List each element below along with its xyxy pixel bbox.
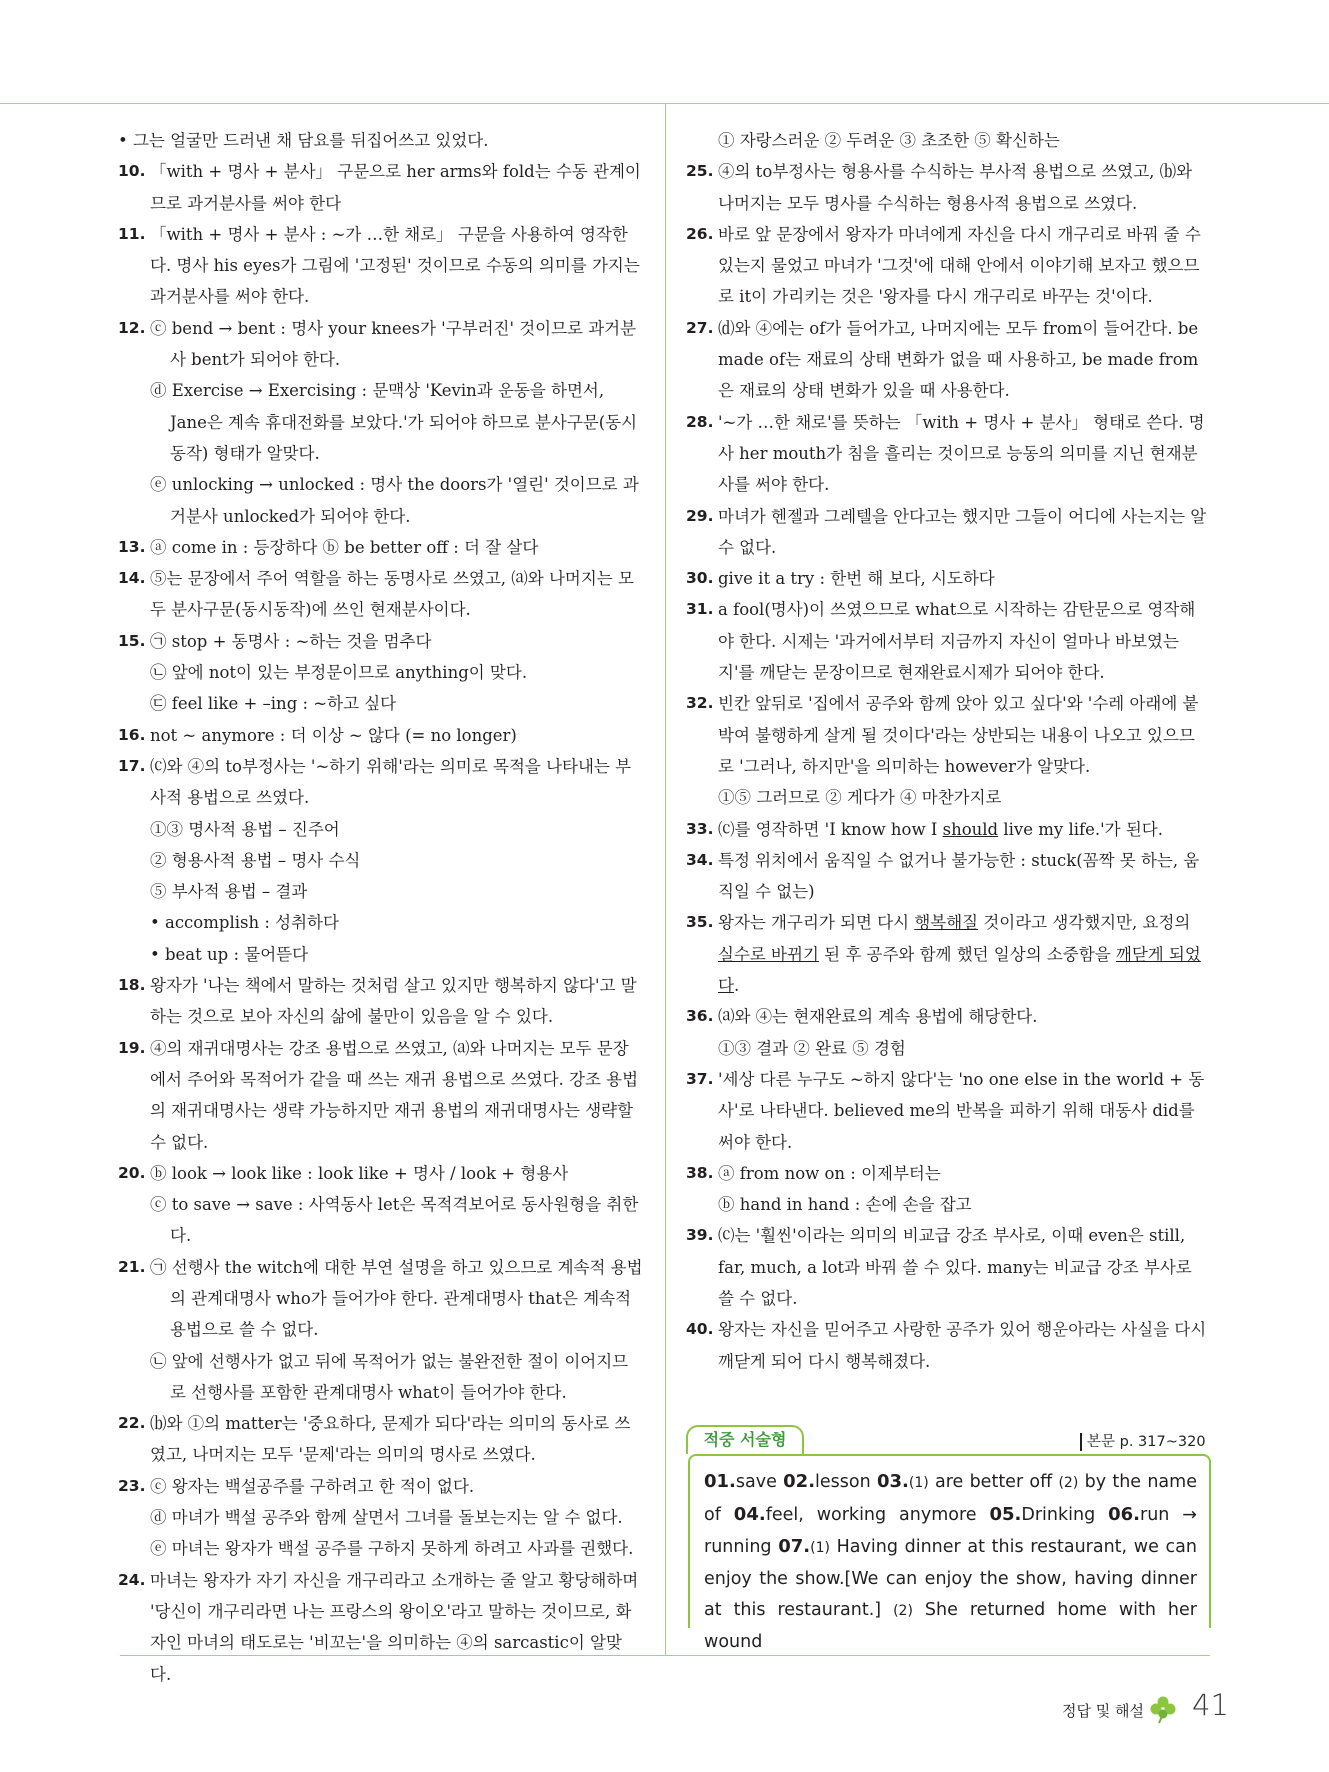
answer-item-21: 21. ㉠ 선행사 the witch에 대한 부연 설명을 하고 있으므로 계속적 용법의 관계대명사 who가 들어가야 한다. 관계대명사 that은 계속적 용법으로 쓸 수 없다. ㉡ 앞에 선행사가 없고 뒤에 목적어가 없는 불완전한 절이 이어지므로 선행사를 포함한 관계대명사 what이 들어가야 한다.	[118, 1257, 643, 1402]
answer-item-31: 31. a fool(명사)이 쓰였으므로 what으로 시작하는 감탄문으로 영작해야 한다. 시제는 '과거에서부터 지금까지 자신이 얼마나 바보였는지'를 깨닫는 문장이므로 현재완료시제가 되어야 한다.	[686, 600, 1196, 683]
column-divider	[665, 104, 666, 1656]
answer-item-13: 13. ⓐ come in : 등장하다 ⓑ be better off : 더 잘 살다	[118, 537, 539, 557]
answer-item-10: 10. 「with + 명사 + 분사」 구문으로 her arms와 fold는 수동 관계이므로 과거분사를 써야 한다	[118, 162, 641, 213]
answer-item-38: 38. ⓐ from now on : 이제부터는 ⓑ hand in hand : 손에 손을 잡고	[686, 1163, 972, 1215]
answer-item-28: 28. '~가 …한 채로'를 뜻하는 「with + 명사 + 분사」 형태로 쓴다. 명사 her mouth가 침을 흘리는 것이므로 능동의 의미를 지닌 현재분사를 써야 한다.	[686, 412, 1205, 495]
answer-box: 01.save 02.lesson 03.(1) are better off (2) by the name of 04.feel, working anymore 05.Drinking 06.run → running 07.(1) Having dinner at this restaurant, we can enjoy the show.[We can enjoy the show, having dinner at this restaurant.] (2) She returned home with her wound	[688, 1454, 1211, 1628]
answer-item-29: 29. 마녀가 헨젤과 그레텔을 안다고는 했지만 그들이 어디에 사는지는 알 수 없다.	[686, 506, 1207, 557]
answer-item-18: 18. 왕자가 '나는 책에서 말하는 것처럼 살고 있지만 행복하지 않다'고 말하는 것으로 보아 자신의 삶에 불만이 있음을 알 수 있다.	[118, 976, 637, 1027]
answer-item-26: 26. 바로 앞 문장에서 왕자가 마녀에게 자신을 다시 개구리로 바꿔 줄 수 있는지 물었고 마녀가 '그것'에 대해 안에서 이야기해 보자고 했으므로 it이 가리키는 것은 '왕자를 다시 개구리로 바꾸는 것'이다.	[686, 224, 1201, 307]
answer-item-17: 17. ⒞와 ④의 to부정사는 '~하기 위해'라는 의미로 목적을 나타내는 부사적 용법으로 쓰였다. ①③ 명사적 용법 – 진주어 ② 형용사적 용법 – 명사 수식 ⑤ 부사적 용법 – 결과 • accomplish : 성취하다 • beat up : 물어뜯다	[118, 756, 632, 964]
answer-item-15: 15. ㉠ stop + 동명사 : ~하는 것을 멈추다 ㉡ 앞에 not이 있는 부정문이므로 anything이 맞다. ㉢ feel like + –ing : ~하고 싶다	[118, 631, 528, 714]
answer-item-27: 27. ⒟와 ④에는 of가 들어가고, 나머지에는 모두 from이 들어간다. be made of는 재료의 상태 변화가 없을 때 사용하고, be made from은 재료의 상태 변화가 있을 때 사용한다.	[686, 318, 1199, 401]
answer-item-34: 34. 특정 위치에서 움직일 수 없거나 불가능한 : stuck(꼼짝 못 하는, 움직일 수 없는)	[686, 850, 1200, 902]
answer-item-20: 20. ⓑ look → look like : look like + 명사 / look + 형용사 ⓒ to save → save : 사역동사 let은 목적격보어로 동사원형을 취한다.	[118, 1163, 639, 1246]
answer-item-32: 32. 빈칸 앞뒤로 '집에서 공주와 함께 앉아 있고 싶다'와 '수레 아래에 붙박여 불행하게 살게 될 것이다'라는 상반되는 내용이 나오고 있으므로 '그러나, 하지만'을 의미하는 however가 알맞다. ①⑤ 그러므로 ② 게다가 ④ 마찬가지로	[686, 694, 1199, 808]
answer-item-23: 23. ⓒ 왕자는 백설공주를 구하려고 한 적이 없다. ⓓ 마녀가 백설 공주와 함께 살면서 그녀를 돌보는지는 알 수 없다. ⓔ 마녀는 왕자가 백설 공주를 구하지 못하게 하려고 사과를 권했다.	[118, 1476, 634, 1559]
answer-item-36: 36. ⒜와 ④는 현재완료의 계속 용법에 해당한다. ①③ 결과 ② 완료 ⑤ 경험	[686, 1007, 1038, 1058]
answer-item-16: 16. not ~ anymore : 더 이상 ~ 않다 (= no longer)	[118, 725, 517, 745]
footer-label: 정답 및 해설	[1062, 1702, 1144, 1720]
answer-item-40: 40. 왕자는 자신을 믿어주고 사랑한 공주가 있어 행운아라는 사실을 다시 깨닫게 되어 다시 행복해졌다.	[686, 1320, 1207, 1371]
left-column	[118, 125, 643, 1690]
page-number: 41	[1192, 1688, 1229, 1722]
answer-item-19: 19. ④의 재귀대명사는 강조 용법으로 쓰였고, ⒜와 나머지는 모두 문장에서 주어와 목적어가 같을 때 쓰는 재귀 용법으로 쓰였다. 강조 용법의 재귀대명사는 생략 가능하지만 재귀 용법의 재귀대명사는 생략할 수 없다.	[118, 1038, 639, 1152]
answer-item-30: 30. give it a try : 한번 해 보다, 시도하다	[686, 569, 995, 589]
answer-item-39: 39. ⒞는 '훨씬'이라는 의미의 비교급 강조 부사로, 이때 even은 still, far, much, a lot과 바꿔 쓸 수 있다. many는 비교급 강조 부사로 쓸 수 없다.	[686, 1226, 1192, 1308]
lead-note: • 그는 얼굴만 드러낸 채 담요를 뒤집어쓰고 있었다.	[118, 131, 489, 150]
answer-box-tab: 적중 서술형	[686, 1425, 804, 1454]
lead-note-right: ① 자랑스러운 ② 두려운 ③ 초조한 ⑤ 확신하는	[718, 131, 1060, 150]
answer-item-37: 37. '세상 다른 누구도 ~하지 않다'는 'no one else in the world + 동사'로 나타낸다. believed me의 반복을 피하기 위해 대동사 did를 써야 한다.	[686, 1069, 1205, 1152]
answer-item-22: 22. ⒝와 ①의 matter는 '중요하다, 문제가 되다'라는 의미의 동사로 쓰였고, 나머지는 모두 '문제'라는 의미의 명사로 쓰였다.	[118, 1414, 631, 1465]
answer-box-reference: 본문 p. 317~320	[1080, 1433, 1206, 1451]
answer-item-14: 14. ⑤는 문장에서 주어 역할을 하는 동명사로 쓰였고, ⒜와 나머지는 모두 분사구문(동시동작)에 쓰인 현재분사이다.	[118, 569, 634, 620]
answer-item-24: 24. 마녀는 왕자가 자기 자신을 개구리라고 소개하는 줄 알고 황당해하며 '당신이 개구리라면 나는 프랑스의 왕이오'라고 말하는 것이므로, 화자인 마녀의 태도로는 '비꼬는'을 의미하는 ④의 sarcastic이 알맞다.	[118, 1570, 639, 1684]
answer-item-25: 25. ④의 to부정사는 형용사를 수식하는 부사적 용법으로 쓰였고, ⒝와 나머지는 모두 명사를 수식하는 형용사적 용법으로 쓰였다.	[686, 162, 1193, 213]
answer-item-11: 11. 「with + 명사 + 분사 : ~가 …한 채로」 구문을 사용하여 영작한다. 명사 his eyes가 그림에 '고정된' 것이므로 수동의 의미를 가지는 과거분사를 써야 한다.	[118, 224, 640, 307]
answer-item-12: 12. ⓒ bend → bent : 명사 your knees가 '구부러진' 것이므로 과거분사 bent가 되어야 한다. ⓓ Exercise → Exercising : 문맥상 'Kevin과 운동을 하면서, Jane은 계속 휴대전화를 보았다.'가 되어야 하므로 분사구문(동시동작) 형태가 알맞다. ⓔ unlocking → unlocked : 명사 the doors가 '열린' 것이므로 과거분사 unlocked가 되어야 한다.	[118, 318, 639, 526]
answer-item-33: 33. ⒞를 영작하면 'I know how I should live my life.'가 된다.	[686, 819, 1163, 839]
right-column	[686, 125, 1210, 1377]
leaf-icon	[1148, 1694, 1178, 1724]
answer-item-35: 35. 왕자는 개구리가 되면 다시 행복해질 것이라고 생각했지만, 요정의 실수로 바뀌기 된 후 공주와 함께 했던 일상의 소중함을 깨닫게 되었다.	[686, 913, 1201, 996]
